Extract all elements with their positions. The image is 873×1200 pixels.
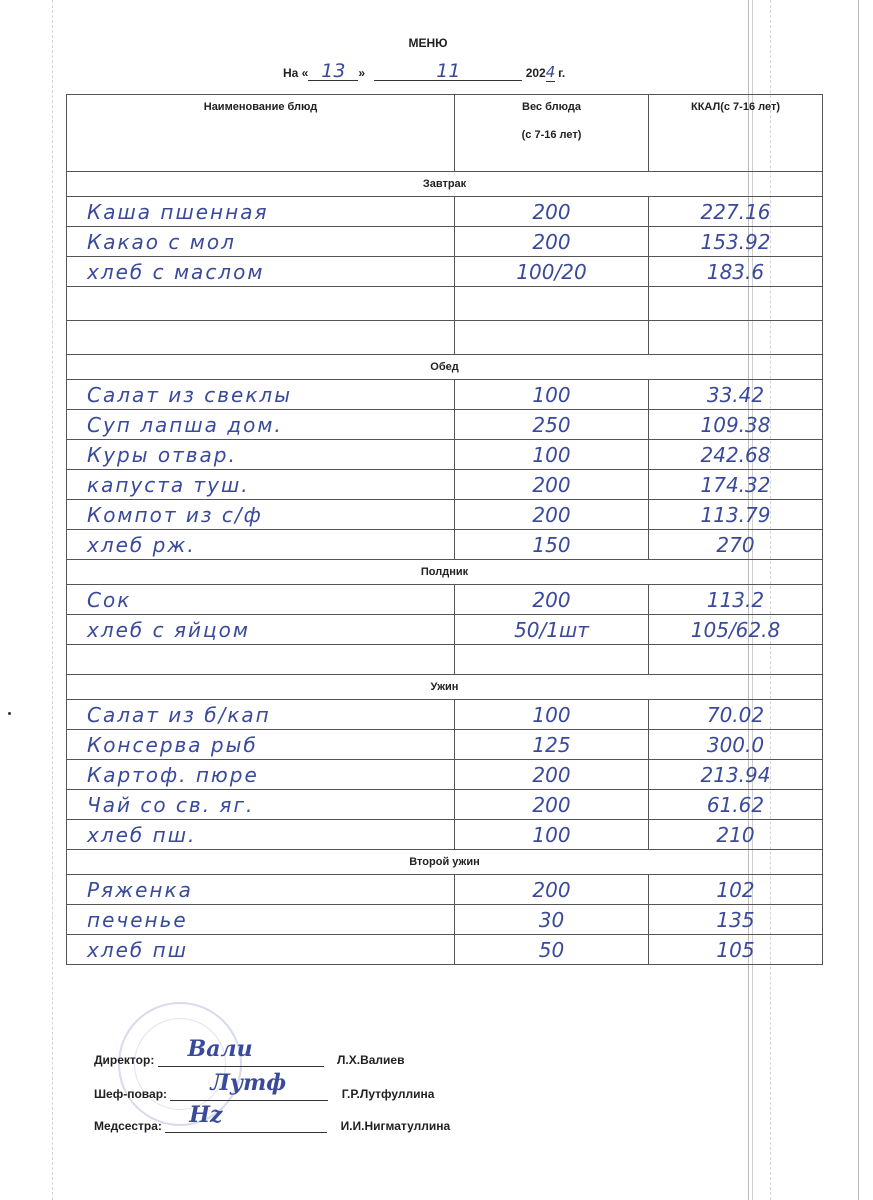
dish-name: Салат из б/кап [67,700,455,730]
dish-kcal: 102 [649,875,823,905]
dish-weight: 125 [455,730,649,760]
dish-kcal: 242.68 [649,440,823,470]
dish-name: хлеб с яйцом [67,615,455,645]
empty-cell [455,321,649,355]
table-row [67,820,823,850]
date-year-digit: 4 [545,63,556,81]
signatory-name: Л.Х.Валиев [337,1053,405,1067]
table-row [67,760,823,790]
section-title: Полдник [67,560,823,585]
empty-cell [649,321,823,355]
header-kcal: ККАЛ(с 7-16 лет) [649,95,823,172]
dish-kcal: 105 [649,935,823,965]
dish-name: хлеб пш. [67,820,455,850]
dish-kcal: 113.2 [649,585,823,615]
empty-row [67,321,823,355]
signature-line [165,1102,327,1133]
section-row [67,560,823,585]
dish-weight: 200 [455,875,649,905]
signature-mark: Вали [187,1036,253,1062]
empty-cell [455,645,649,675]
dish-kcal: 227.16 [649,197,823,227]
dish-weight: 200 [455,790,649,820]
signature-director [94,1036,405,1067]
dish-kcal: 109.38 [649,410,823,440]
table-row [67,380,823,410]
date-day: 13 [308,62,358,81]
dish-weight: 50/1шт [455,615,649,645]
table-row [67,440,823,470]
table-row [67,410,823,440]
header-dish-name: Наименование блюд [67,95,455,172]
dish-name: Сок [67,585,455,615]
dish-kcal: 213.94 [649,760,823,790]
empty-cell [67,645,455,675]
empty-row [67,645,823,675]
scan-artifact-dot [8,712,11,715]
dish-name: Ряженка [67,875,455,905]
dish-name: капуста туш. [67,470,455,500]
table-row [67,730,823,760]
table-row [67,585,823,615]
empty-cell [67,287,455,321]
table-row [67,530,823,560]
header-weight-line2: (с 7-16 лет) [521,129,582,141]
dish-weight: 200 [455,760,649,790]
dish-kcal: 105/62.8 [649,615,823,645]
table-row [67,470,823,500]
section-title: Второй ужин [67,850,823,875]
dish-weight: 100 [455,700,649,730]
dish-weight: 100 [455,440,649,470]
date-suffix: г. [554,66,566,80]
dish-name: хлеб рж. [67,530,455,560]
dish-weight: 200 [455,470,649,500]
dish-kcal: 174.32 [649,470,823,500]
section-title: Ужин [67,675,823,700]
dish-kcal: 70.02 [649,700,823,730]
empty-row [67,287,823,321]
dish-name: Какао с мол [67,227,455,257]
dish-kcal: 270 [649,530,823,560]
table-row [67,935,823,965]
section-row [67,850,823,875]
table-row [67,700,823,730]
dish-name: Картоф. пюре [67,760,455,790]
signature-nurse [94,1102,451,1133]
scan-artifact-line [52,0,53,1200]
menu-body [67,172,823,965]
section-title: Обед [67,355,823,380]
signature-role: Директор: [94,1053,155,1067]
dish-weight: 30 [455,905,649,935]
table-row [67,197,823,227]
table-row [67,875,823,905]
date-line [283,62,565,82]
table-header-row [67,95,823,172]
date-month: 11 [374,62,522,81]
dish-name: Каша пшенная [67,197,455,227]
table-row [67,790,823,820]
dish-kcal: 61.62 [649,790,823,820]
dish-name: Консерва рыб [67,730,455,760]
empty-cell [649,287,823,321]
empty-cell [67,321,455,355]
dish-weight: 100 [455,820,649,850]
dish-weight: 200 [455,500,649,530]
table-row [67,227,823,257]
dish-weight: 200 [455,585,649,615]
header-weight-line1: Вес блюда [522,101,581,113]
signature-line [170,1070,328,1101]
dish-weight: 250 [455,410,649,440]
table-row [67,905,823,935]
dish-kcal: 135 [649,905,823,935]
dish-weight: 50 [455,935,649,965]
dish-name: Суп лапша дом. [67,410,455,440]
empty-cell [455,287,649,321]
section-row [67,355,823,380]
table-row [67,257,823,287]
dish-weight: 100/20 [455,257,649,287]
dish-kcal: 183.6 [649,257,823,287]
date-year-prefix: 202 [522,66,546,80]
header-weight [455,95,649,172]
date-prefix: На « [283,66,309,80]
empty-cell [649,645,823,675]
dish-name: хлеб пш [67,935,455,965]
table-row [67,500,823,530]
dish-weight: 200 [455,227,649,257]
menu-table [66,94,823,965]
dish-name: хлеб с маслом [67,257,455,287]
dish-name: Салат из свеклы [67,380,455,410]
dish-weight: 200 [455,197,649,227]
scan-artifact-line [858,0,859,1200]
dish-kcal: 113.79 [649,500,823,530]
table-row [67,615,823,645]
signatory-name: И.И.Нигматуллина [340,1119,451,1133]
signature-mark: Лутф [210,1070,287,1096]
section-row [67,675,823,700]
signature-chef [94,1070,435,1101]
signature-line [158,1036,324,1067]
section-row [67,172,823,197]
signature-role: Медсестра: [94,1119,162,1133]
section-title: Завтрак [67,172,823,197]
dish-kcal: 153.92 [649,227,823,257]
signature-mark: Нz [189,1102,223,1128]
document-title: МЕНЮ [408,36,448,50]
signature-role: Шеф-повар: [94,1087,168,1101]
dish-kcal: 210 [649,820,823,850]
dish-kcal: 300.0 [649,730,823,760]
dish-kcal: 33.42 [649,380,823,410]
signatory-name: Г.Р.Лутфуллина [341,1087,435,1101]
dish-name: Чай со св. яг. [67,790,455,820]
dish-weight: 100 [455,380,649,410]
date-mid: » [358,66,369,80]
dish-name: Компот из с/ф [67,500,455,530]
dish-name: Куры отвар. [67,440,455,470]
dish-name: печенье [67,905,455,935]
dish-weight: 150 [455,530,649,560]
